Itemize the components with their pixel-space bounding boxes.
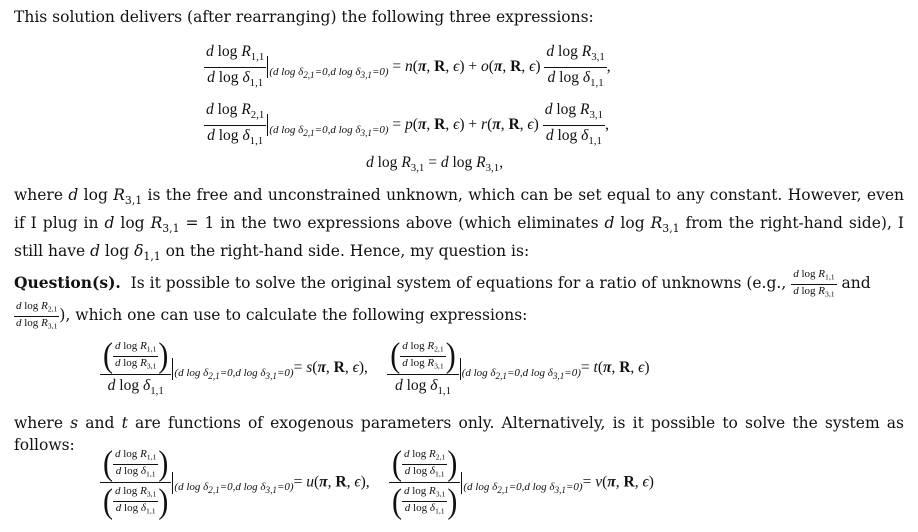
q-ratio-1: $\frac{d \log R_{1,1}}{d \log R_{3,1}}$	[793, 268, 835, 299]
intro-paragraph: This solution delivers (after rearranging) the following three expressions:	[14, 8, 594, 26]
eq5-u-lhs: ( $\frac{d \log R_{1,1}}{d \log \delta_{1,1}}$ ) ( $\frac{d \log R_{3,1}}{d \log \delta_{1,1}}$ )	[100, 448, 171, 518]
eq4-s-rhs: = s(π, R, ϵ),	[293, 359, 368, 377]
equation-4: ( $\frac{d \log R_{1,1}}{d \log R_{3,1}}$ ) d $\log \delta_{1,1}$ $_{(d log \delta_{2,1}=0,d log \delta_{3,1}=0)}$= s(π, R, ϵ), ( $\frac{d \log R_{2,1}}{d \log R_{3,1}}$ ) d $\log \delta_{1,1}$ $_{(d log \delta_{2,1}=0,d log \delta_{3,1}=0)}$= t(π, R, ϵ)	[100, 340, 918, 397]
eq4-s-lhs: ( $\frac{d \log R_{1,1}}{d \log R_{3,1}}$ ) d $\log \delta_{1,1}$	[100, 340, 171, 397]
eq2-condition: (d log δ2,1=0,d log δ3,1=0)	[269, 123, 389, 139]
q-ratio-2: $\frac{d \log R_{2,1}}{d \log R_{3,1}}$	[16, 300, 58, 331]
eq2-lhs-fraction: $\frac{d \log R_{2,1}}{d \log \delta_{1,1}}$	[206, 101, 265, 147]
eq1-rhs-fraction: $\frac{d \log R_{3,1}}{d \log \delta_{1,1}}$	[546, 43, 605, 89]
eq1-rhs: = n(π, R, ϵ) + o(π, R, ϵ)	[392, 57, 541, 75]
paragraph-2: where s and t are functions of exogenous parameters only. Alternatively, is it possible to solve the system as follows:	[14, 414, 905, 454]
eq5-v-lhs: ( $\frac{d \log R_{2,1}}{d \log \delta_{1,1}}$ ) ( $\frac{d \log R_{3,1}}{d \log \delta_{1,1}}$ )	[389, 448, 460, 518]
eq5-u-rhs: = u(π, R, ϵ),	[293, 473, 370, 491]
eq1-comma: ,	[606, 57, 611, 75]
question-text-a: Is it possible to solve the original system of equations for a ratio of unknowns (e.g.,	[130, 274, 787, 293]
question-label: Question(s).	[14, 273, 121, 293]
eq4-t-rhs: = t(π, R, ϵ)	[580, 359, 650, 377]
question-and: and	[841, 274, 871, 293]
question-text-b: ), which one can use to calculate the following expressions:	[59, 306, 528, 325]
equation-1	[204, 42, 918, 93]
eq2-comma: ,	[605, 115, 609, 133]
paragraph-1: where d $\log R_{3,1}$ is the free and unconstrained unknown, which can be set equal to any constant. However, even if I plug in d $\log R_{3,1} = 1$ in the two expressions above (which eliminates d $\log R_{3,1}$ from the right-hand side), I still have d $\log \delta_{1,1}$ on the right-hand side. Hence, my question is:	[14, 186, 905, 263]
equation-2	[204, 100, 918, 151]
eq1-condition: (d log δ2,1=0,d log δ3,1=0)	[269, 65, 389, 81]
question-paragraph	[14, 268, 904, 333]
equation-3: d $\log R_{3,1} = d$ $\log R_{3,1}$,	[366, 154, 504, 174]
equation-5: ( $\frac{d \log R_{1,1}}{d \log \delta_{1,1}}$ ) ( $\frac{d \log R_{3,1}}{d \log \delta_{1,1}}$ ) $_{(d log \delta_{2,1}=0,d log \delta_{3,1}=0)}$= u(π, R, ϵ), ( $\frac{d \log R_{2,1}}{d \log \delta_{1,1}}$ ) ( $\frac{d \log R_{3,1}}{d \log \delta_{1,1}}$ ) $_{(d log \delta_{2,1}=0,d log \delta_{3,1}=0)}$= v(π, R, ϵ)	[100, 448, 918, 518]
eq2-rhs: = p(π, R, ϵ) + r(π, R, ϵ)	[392, 115, 539, 133]
eq4-t-lhs: ( $\frac{d \log R_{2,1}}{d \log R_{3,1}}$ ) d $\log \delta_{1,1}$	[387, 340, 458, 397]
eq5-v-rhs: = v(π, R, ϵ)	[582, 473, 654, 491]
eq2-rhs-fraction: $\frac{d \log R_{3,1}}{d \log \delta_{1,1}}$	[544, 101, 604, 147]
eq1-lhs-fraction: $\frac{d \log R_{1,1}}{d \log \delta_{1,1}}$	[206, 43, 265, 89]
